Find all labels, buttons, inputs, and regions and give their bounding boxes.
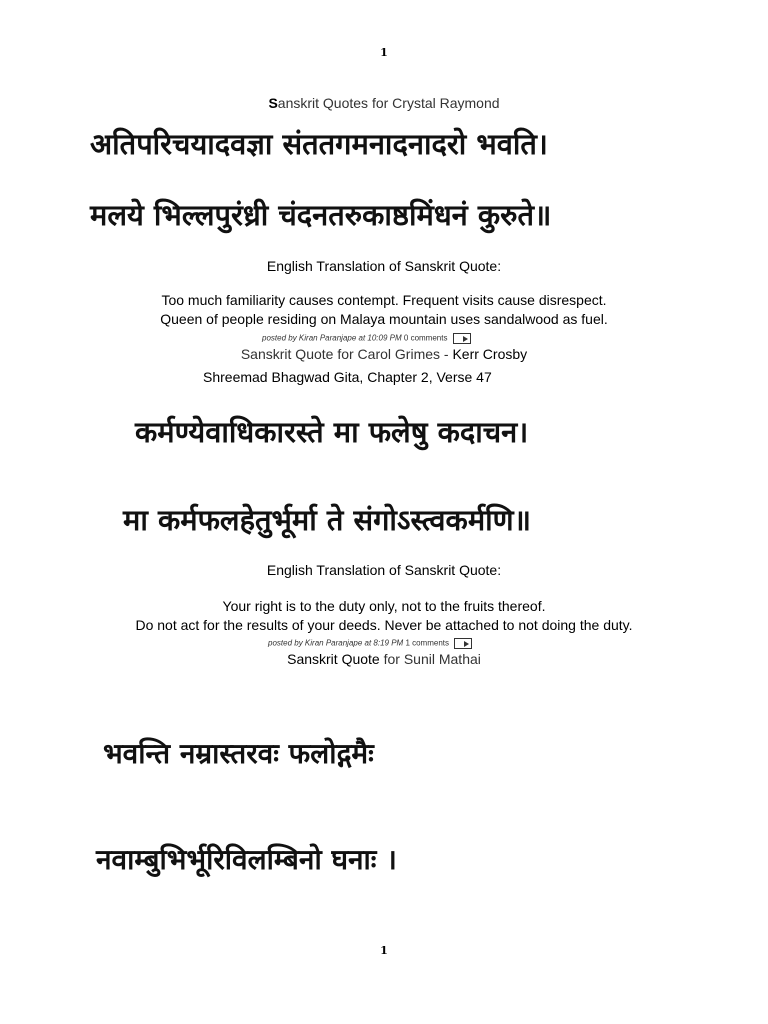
- page-number-bottom: 1: [380, 944, 388, 957]
- translation-text: [0, 597, 768, 635]
- posted-by: posted by Kiran Paranjape at 8:19 PM: [268, 638, 404, 648]
- sanskrit-verse-line: भवन्ति नम्रास्तरवः फलोद्गमैः: [103, 737, 374, 770]
- translation-text: [0, 291, 768, 329]
- post-heading-name: Kerr Crosby: [452, 346, 528, 362]
- comments-link[interactable]: 1 comments: [405, 638, 450, 648]
- translation-line: Queen of people residing on Malaya mountain uses sandalwood as fuel.: [160, 311, 608, 327]
- email-post-icon[interactable]: [453, 333, 471, 344]
- post-heading-text: Sanskrit Quote: [287, 651, 380, 667]
- posted-by: posted by Kiran Paranjape at 10:09 PM: [262, 333, 402, 343]
- sanskrit-verse-line: मा कर्मफलहेतुर्भूर्मा ते संगोऽस्त्वकर्मणि॥: [123, 503, 532, 537]
- translation-heading: English Translation of Sanskrit Quote:: [266, 258, 502, 274]
- verse-source: Shreemad Bhagwad Gita, Chapter 2, Verse 47: [203, 369, 492, 385]
- translation-heading: English Translation of Sanskrit Quote:: [266, 562, 502, 578]
- post-heading-text: anskrit Quotes for Crystal Raymond: [277, 95, 500, 111]
- post-heading-initial: S: [268, 95, 278, 111]
- translation-line: Your right is to the duty only, not to the fruits thereof.: [222, 598, 546, 614]
- sanskrit-verse-line: कर्मण्येवाधिकारस्ते मा फलेषु कदाचन।: [135, 415, 529, 449]
- post-heading: [0, 346, 768, 362]
- post-heading: [0, 95, 768, 111]
- post-heading-text: Sanskrit Quote for Carol Grimes -: [240, 346, 453, 362]
- post-heading-name: for Sunil Mathai: [379, 651, 481, 667]
- post-footer: [268, 638, 472, 649]
- comments-link[interactable]: 0 comments: [403, 333, 448, 343]
- page-number-top: 1: [380, 46, 388, 59]
- sanskrit-verse-line: नवाम्बुभिर्भूरिविलम्बिनो घनाः ।: [96, 843, 397, 876]
- email-post-icon[interactable]: [454, 638, 472, 649]
- translation-line: Too much familiarity causes contempt. Frequent visits cause disrespect.: [161, 292, 607, 308]
- translation-line: Do not act for the results of your deeds. Never be attached to not doing the duty.: [135, 617, 633, 633]
- post-footer: [262, 333, 471, 344]
- sanskrit-verse-line: अतिपरिचयादवज्ञा संततगमनादनादरो भवति।: [90, 127, 548, 161]
- post-heading: [0, 651, 768, 667]
- sanskrit-verse-line: मलये भिल्लपुरंध्री चंदनतरुकाष्ठमिंधनं कुरुते॥: [90, 198, 552, 232]
